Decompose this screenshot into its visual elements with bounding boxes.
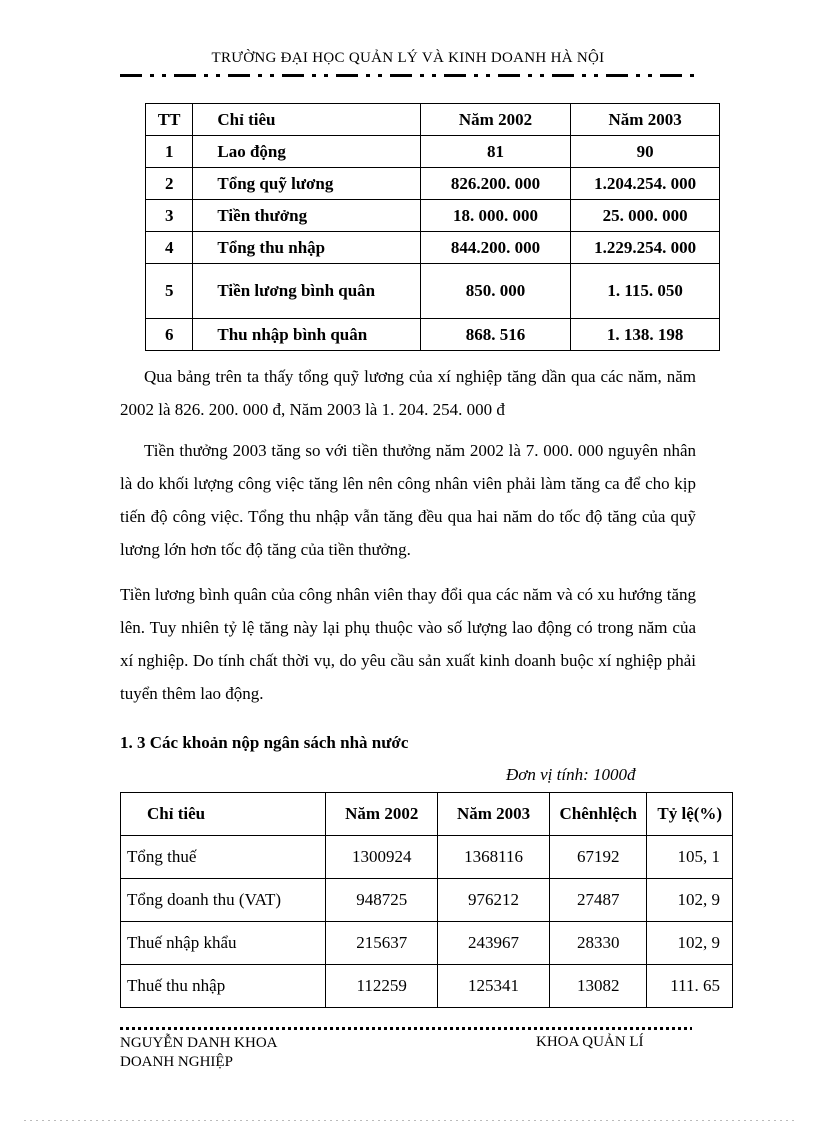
table-cell: 5 <box>146 264 193 319</box>
footer-department: KHOA QUẢN LÍ <box>536 1034 644 1050</box>
table-row <box>121 965 733 1008</box>
table-cell: Tổng quỹ lương <box>193 168 420 200</box>
table-row <box>146 319 720 351</box>
footer-divider <box>120 1027 692 1030</box>
col-header-tt: TT <box>146 104 193 136</box>
table-cell: 1.229.254. 000 <box>571 232 720 264</box>
table-header-row <box>121 793 733 836</box>
table-cell: Tổng doanh thu (VAT) <box>121 879 326 922</box>
labor-income-table <box>145 103 720 351</box>
table-cell: 1300924 <box>326 836 438 879</box>
table-cell: 1. 138. 198 <box>571 319 720 351</box>
page-header: TRƯỜNG ĐẠI HỌC QUẢN LÝ VÀ KINH DOANH HÀ NỘI <box>211 50 605 66</box>
table-row <box>146 136 720 168</box>
table-row <box>146 232 720 264</box>
footer-author-line1: NGUYỄN DANH KHOA <box>120 1035 278 1051</box>
table-cell: Tiền lương bình quân <box>193 264 420 319</box>
table-cell: 105, 1 <box>647 836 733 879</box>
table-cell: 3 <box>146 200 193 232</box>
footer-author-line2: DOANH NGHIỆP <box>120 1054 233 1070</box>
col-header-difference: Chênhlệch <box>549 793 647 836</box>
table-row <box>121 879 733 922</box>
table-cell: 18. 000. 000 <box>420 200 570 232</box>
paragraph-bonus: Tiền thưởng 2003 tăng so với tiền thưởng năm 2002 là 7. 000. 000 nguyên nhân là do khối lượng công việc tăng lên nên công nhân viên phải làm tăng ca để cho kịp tiến độ công việc. Tổng thu nhập vẫn tăng đều qua hai năm do tốc độ tăng của quỹ lương lớn hơn tốc độ tăng của tiền thưởng. <box>120 441 696 559</box>
table-cell: 976212 <box>438 879 550 922</box>
table-cell: 243967 <box>438 922 550 965</box>
table-cell: 67192 <box>549 836 647 879</box>
table-row <box>146 264 720 319</box>
table-cell: Tổng thuế <box>121 836 326 879</box>
table-cell: 826.200. 000 <box>420 168 570 200</box>
header-divider <box>120 74 696 77</box>
table-cell: Tiền thưởng <box>193 200 420 232</box>
table-row <box>121 922 733 965</box>
page-bottom-border <box>24 1120 794 1121</box>
table-cell: 844.200. 000 <box>420 232 570 264</box>
col-header-2003: Năm 2003 <box>571 104 720 136</box>
table-cell: 112259 <box>326 965 438 1008</box>
table-cell: 102, 9 <box>647 879 733 922</box>
col-header-indicator: Chỉ tiêu <box>193 104 420 136</box>
budget-payments-table <box>120 792 733 1008</box>
col-header-indicator: Chỉ tiêu <box>121 793 326 836</box>
table-cell: 868. 516 <box>420 319 570 351</box>
paragraph-salary-fund: Qua bảng trên ta thấy tổng quỹ lương của xí nghiệp tăng dần qua các năm, năm 2002 là 826. 200. 000 đ, Năm 2003 là 1. 204. 254. 000 đ <box>120 367 696 419</box>
table-cell: 27487 <box>549 879 647 922</box>
table-cell: 1. 115. 050 <box>571 264 720 319</box>
table-row <box>121 836 733 879</box>
table-cell: Thu nhập bình quân <box>193 319 420 351</box>
section-heading: 1. 3 Các khoản nộp ngân sách nhà nước <box>120 733 409 752</box>
table-cell: 948725 <box>326 879 438 922</box>
col-header-2003: Năm 2003 <box>438 793 550 836</box>
table-cell: 1368116 <box>438 836 550 879</box>
table-cell: 1 <box>146 136 193 168</box>
table-header-row <box>146 104 720 136</box>
table-cell: 102, 9 <box>647 922 733 965</box>
table-cell: 4 <box>146 232 193 264</box>
table-row <box>146 200 720 232</box>
table-cell: 13082 <box>549 965 647 1008</box>
unit-label: Đơn vị tính: 1000đ <box>506 765 636 784</box>
table-cell: 111. 65 <box>647 965 733 1008</box>
table-cell: Lao động <box>193 136 420 168</box>
table-cell: 81 <box>420 136 570 168</box>
table-cell: Thuế nhập khẩu <box>121 922 326 965</box>
paragraph-average-wage: Tiền lương bình quân của công nhân viên thay đổi qua các năm và có xu hướng tăng lên. Tuy nhiên tỷ lệ tăng này lại phụ thuộc vào số lượng lao động có trong năm của xí nghiệp. Do tính chất thời vụ, do yêu cầu sản xuất kinh doanh buộc xí nghiệp phải tuyển thêm lao động. <box>120 585 696 703</box>
col-header-2002: Năm 2002 <box>420 104 570 136</box>
footer-author <box>120 1034 278 1072</box>
table-cell: 28330 <box>549 922 647 965</box>
col-header-2002: Năm 2002 <box>326 793 438 836</box>
table-cell: 90 <box>571 136 720 168</box>
table-cell: 125341 <box>438 965 550 1008</box>
table-row <box>146 168 720 200</box>
table-cell: 6 <box>146 319 193 351</box>
table-cell: 215637 <box>326 922 438 965</box>
table-cell: Tổng thu nhập <box>193 232 420 264</box>
table-cell: 2 <box>146 168 193 200</box>
table-cell: 25. 000. 000 <box>571 200 720 232</box>
col-header-ratio: Tỷ lệ(%) <box>647 793 733 836</box>
table-cell: 1.204.254. 000 <box>571 168 720 200</box>
table-cell: 850. 000 <box>420 264 570 319</box>
table-cell: Thuế thu nhập <box>121 965 326 1008</box>
